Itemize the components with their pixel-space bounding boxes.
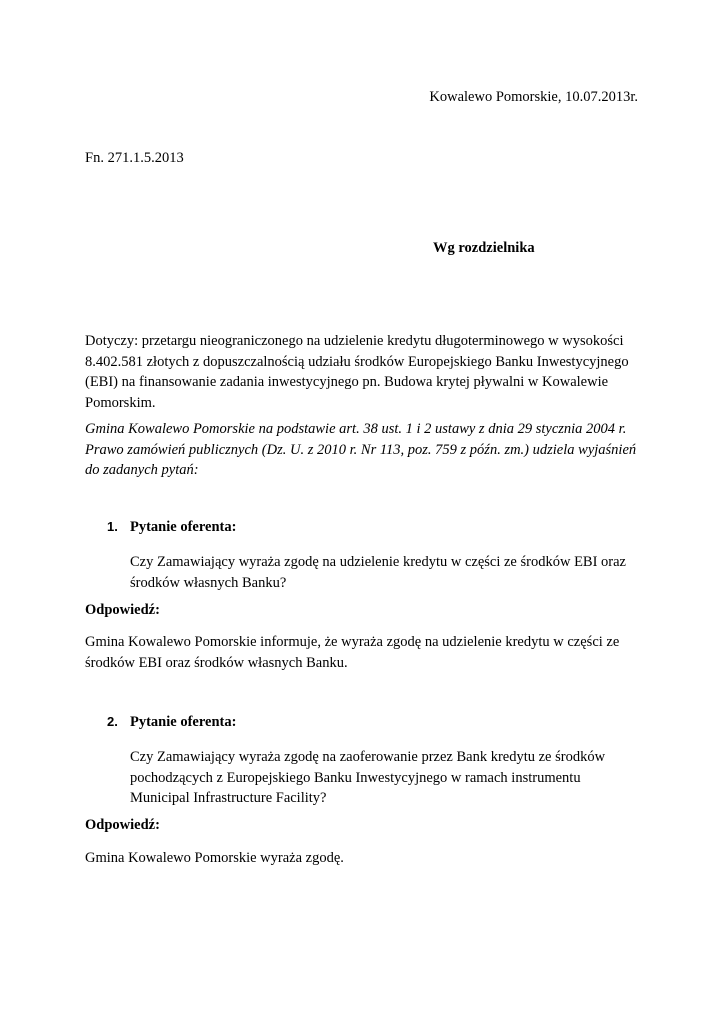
question-2-text: Czy Zamawiający wyraża zgodę na zaoferowanie przez Bank kredytu ze środków pochodzących z Europejskiego Banku Inwestycyjnego w ramach instrumentu Municipal Infrastructure Facility? xyxy=(130,749,606,806)
answer-1-heading: Odpowiedź: xyxy=(85,602,160,618)
question-1-heading-label: Pytanie oferenta: xyxy=(130,519,237,535)
question-1-heading xyxy=(107,518,236,536)
question-1-text: Czy Zamawiający wyraża zgodę na udzielenie kredytu w części ze środków EBI oraz środków własnych Banku? xyxy=(130,554,626,591)
question-2-number: 2. xyxy=(107,714,118,729)
answer-2-text: Gmina Kowalewo Pomorskie wyraża zgodę. xyxy=(85,850,344,866)
intro-paragraph: Gmina Kowalewo Pomorskie na podstawie art. 38 ust. 1 i 2 ustawy z dnia 29 stycznia 2004 r. Prawo zamówień publicznych (Dz. U. z 2010 r. Nr 113, poz. 759 z późn. zm.) udziela wyjaśnień do zadanych pytań: xyxy=(85,421,637,478)
reference-number: Fn. 271.1.5.2013 xyxy=(85,150,184,166)
subject-paragraph: Dotyczy: przetargu nieograniczonego na udzielenie kredytu długoterminowego w wysokości 8.402.581 złotych z dopuszczalnością udziału środków Europejskiego Banku Inwestycyjnego (EBI) na finansowanie zadania inwestycyjnego pn. Budowa krytej pływalni w Kowalewie Pomorskim. xyxy=(85,333,629,411)
answer-1-text: Gmina Kowalewo Pomorskie informuje, że wyraża zgodę na udzielenie kredytu w części ze środków EBI oraz środków własnych Banku. xyxy=(85,634,620,671)
question-2-heading-label: Pytanie oferenta: xyxy=(130,714,237,730)
place-and-date: Kowalewo Pomorskie, 10.07.2013r. xyxy=(429,89,638,105)
recipient-line: Wg rozdzielnika xyxy=(433,240,535,256)
question-2-heading xyxy=(107,713,236,731)
question-1-number: 1. xyxy=(107,519,118,534)
answer-2-heading: Odpowiedź: xyxy=(85,817,160,833)
